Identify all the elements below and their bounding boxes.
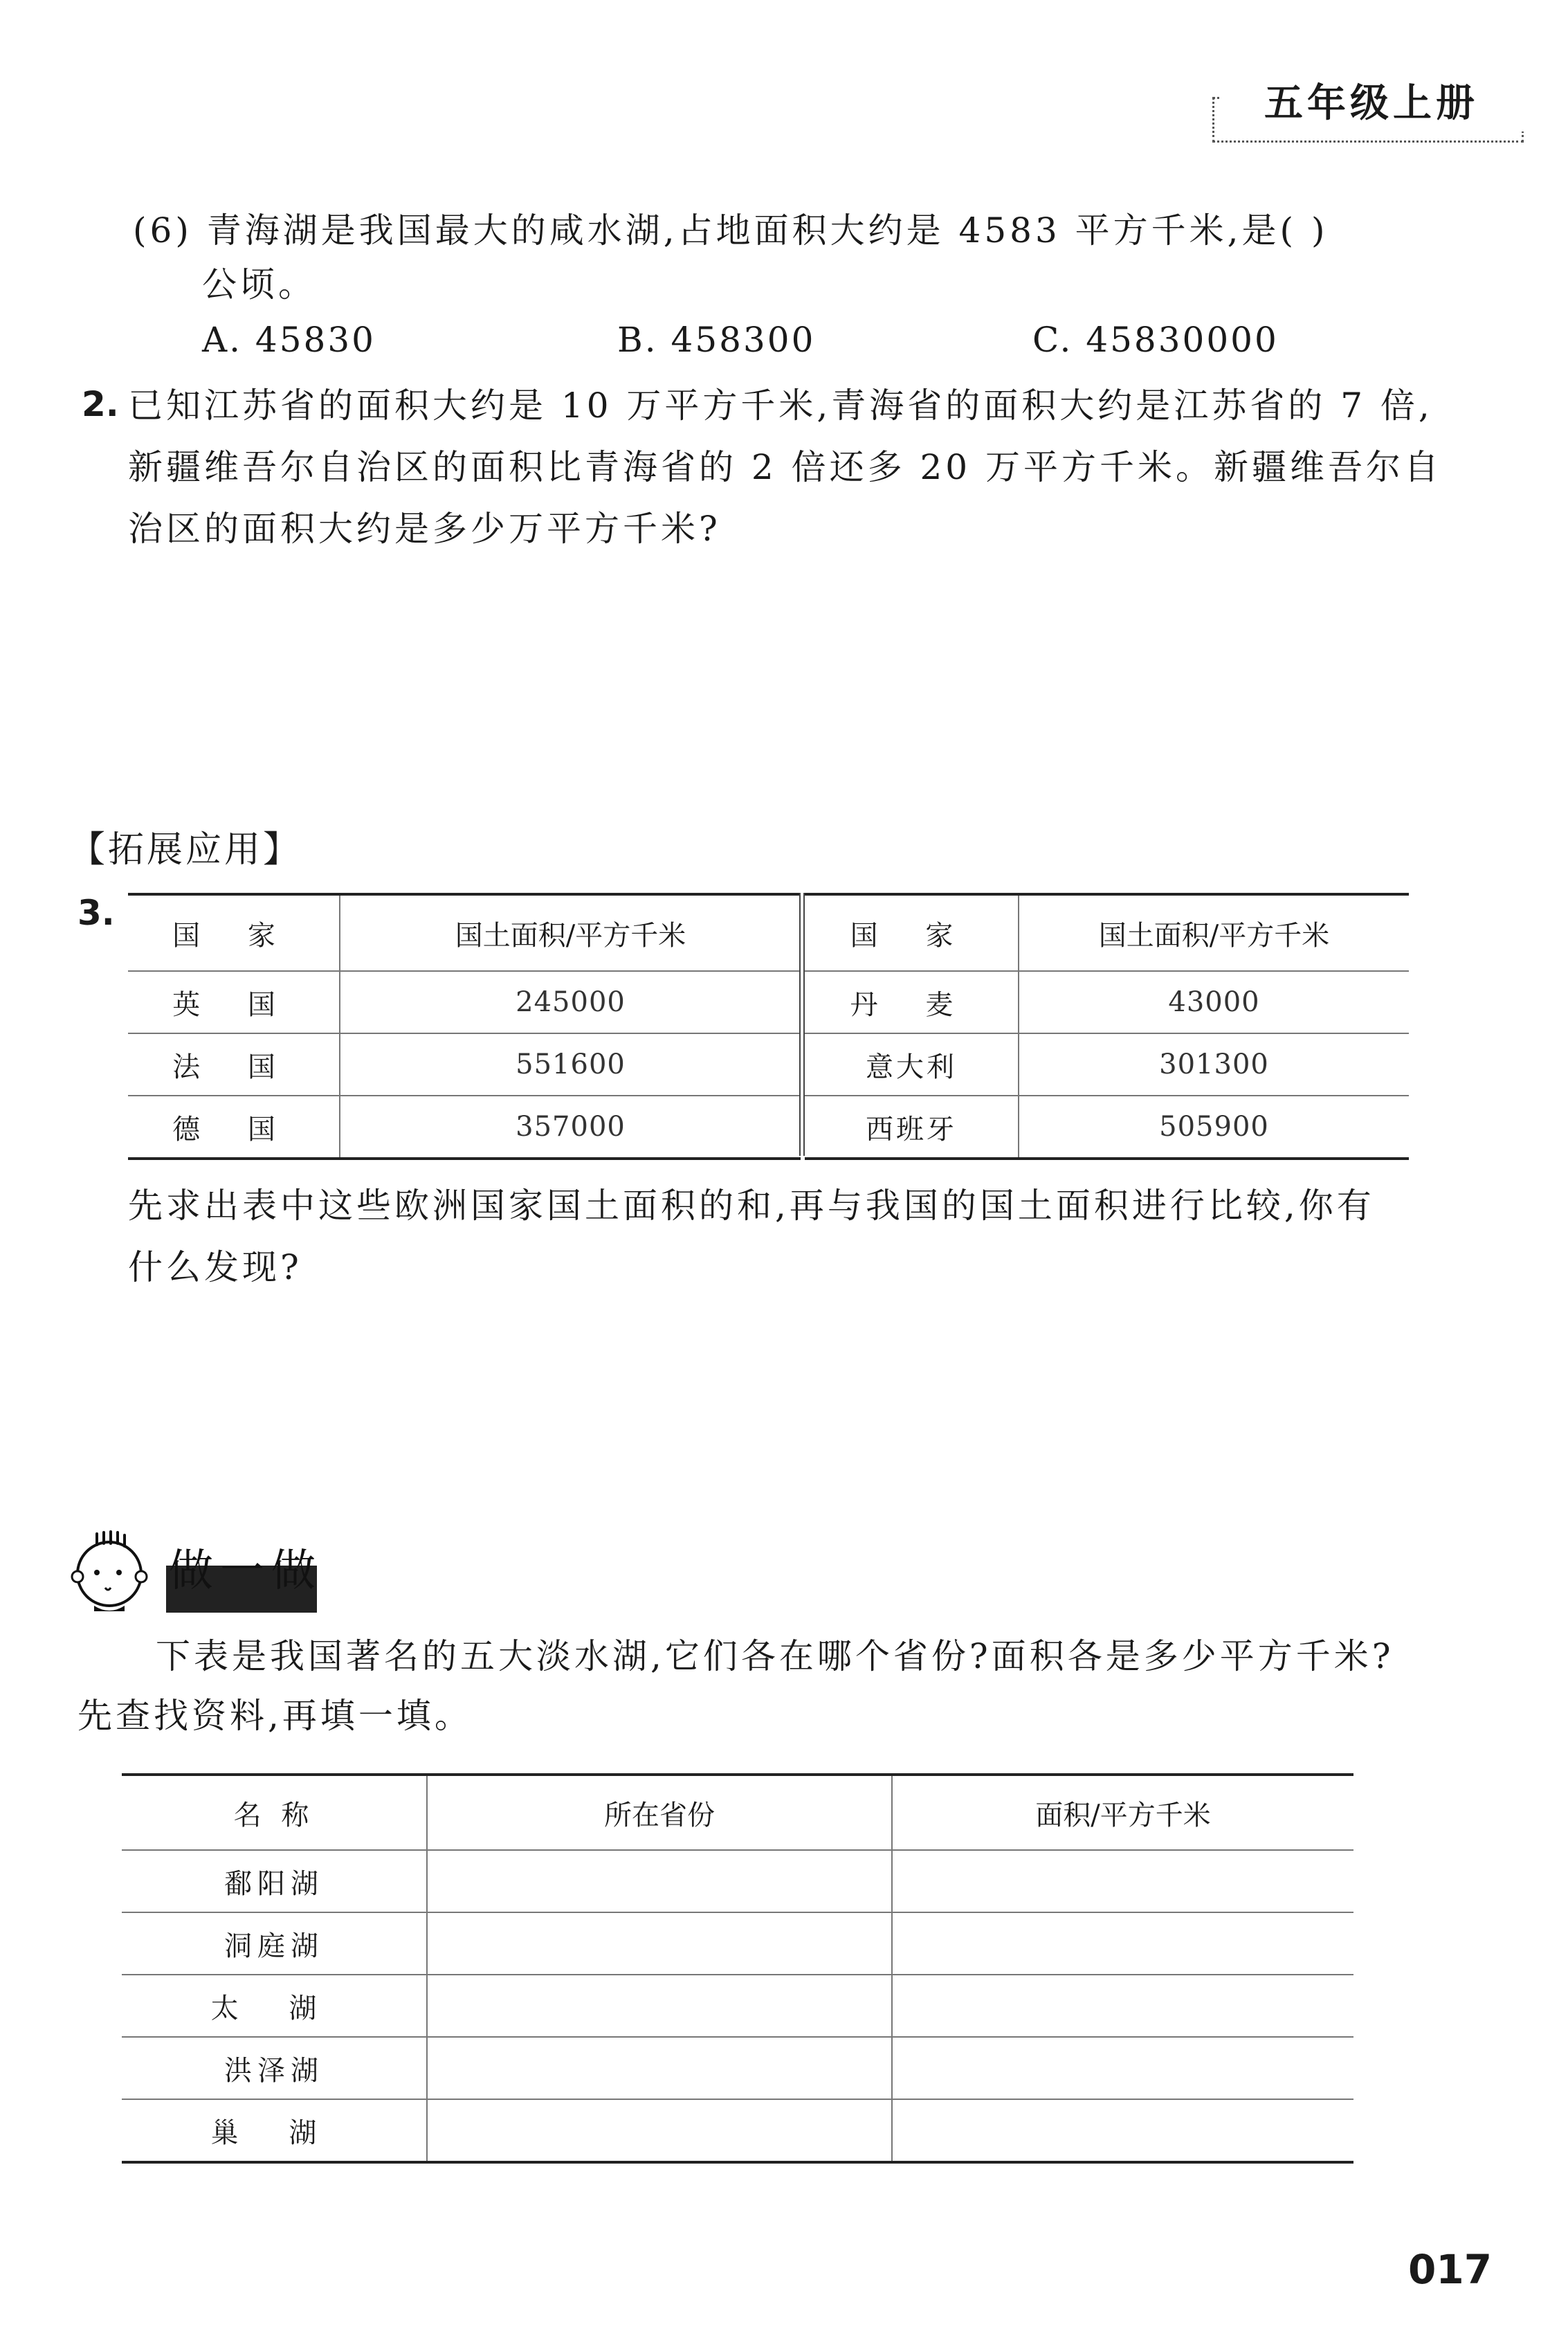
country-area: 505900 xyxy=(1159,1111,1269,1143)
table-row xyxy=(128,1096,801,1159)
table-header-area: 国土面积/平方千米 xyxy=(1019,894,1409,971)
lake-name: 鄱阳湖 xyxy=(122,1850,427,1912)
q3-text-line-1: 先求出表中这些欧洲国家国土面积的和,再与我国的国土面积进行比较,你有 xyxy=(128,1186,1375,1226)
table-row xyxy=(805,971,1409,1033)
table-row xyxy=(128,1033,801,1096)
q2-text-line-1: 已知江苏省的面积大约是 10 万平方千米,青海省的面积大约是江苏省的 7 倍, xyxy=(128,386,1433,426)
q6-question-line-1: (6) 青海湖是我国最大的咸水湖,占地面积大约是 4583 平方千米,是( ) xyxy=(133,210,1329,251)
lake-province-cell[interactable] xyxy=(427,2037,892,2099)
q2-text-line-2: 新疆维吾尔自治区的面积比青海省的 2 倍还多 20 万平方千米。新疆维吾尔自 xyxy=(128,447,1443,487)
cartoon-face-icon xyxy=(69,1530,152,1613)
q3-text-line-2: 什么发现? xyxy=(128,1247,302,1287)
lake-name: 太 湖 xyxy=(122,1975,427,2037)
country-name: 德 国 xyxy=(128,1096,340,1159)
lake-table xyxy=(122,1773,1353,2164)
book-grade-title: 五年级上册 xyxy=(1219,76,1524,132)
table-row xyxy=(122,2099,1353,2162)
lake-header-area: 面积/平方千米 xyxy=(892,1775,1353,1850)
lake-province-cell[interactable] xyxy=(427,2099,892,2162)
country-name: 法 国 xyxy=(128,1033,340,1096)
table-row xyxy=(122,2037,1353,2099)
country-area: 301300 xyxy=(1019,1033,1409,1096)
q6-option-a[interactable]: A. 45830 xyxy=(202,320,376,360)
page-number: 017 xyxy=(1408,2246,1493,2293)
table-row xyxy=(122,1912,1353,1975)
lake-name: 洞庭湖 xyxy=(122,1912,427,1975)
country-area-table-left xyxy=(128,893,801,1160)
lake-area-cell[interactable] xyxy=(892,2099,1353,2162)
q2-number: 2. xyxy=(82,384,119,424)
q2-text-line-3: 治区的面积大约是多少万平方千米? xyxy=(128,509,721,549)
q6-question-line-2: 公顷。 xyxy=(202,264,316,305)
lake-area-cell[interactable] xyxy=(892,1912,1353,1975)
country-area-table-right xyxy=(805,893,1409,1160)
table-row xyxy=(128,971,801,1033)
table-header-area: 国土面积/平方千米 xyxy=(340,894,801,971)
table-row xyxy=(122,1850,1353,1912)
country-area: 357000 xyxy=(516,1111,626,1143)
lake-name: 巢 湖 xyxy=(122,2099,427,2162)
lake-province-cell[interactable] xyxy=(427,1912,892,1975)
doit-text-line-2: 先查找资料,再填一填。 xyxy=(78,1696,473,1736)
lake-area-cell[interactable] xyxy=(892,1850,1353,1912)
doit-section-title: 做一做 xyxy=(169,1546,322,1597)
lake-name: 洪泽湖 xyxy=(122,2037,427,2099)
lake-area-cell[interactable] xyxy=(892,2037,1353,2099)
country-name: 意大利 xyxy=(805,1033,1019,1096)
q3-number: 3. xyxy=(78,893,115,933)
country-area: 43000 xyxy=(1019,971,1409,1033)
country-area: 551600 xyxy=(340,1033,801,1096)
country-name: 丹 麦 xyxy=(805,971,1019,1033)
country-area: 245000 xyxy=(340,971,801,1033)
q6-option-b[interactable]: B. 458300 xyxy=(617,320,816,360)
section-title-extension: 【拓展应用】 xyxy=(69,829,302,871)
table-header-country: 国 家 xyxy=(805,894,1019,971)
doit-text-line-1: 下表是我国著名的五大淡水湖,它们各在哪个省份?面积各是多少平方千米? xyxy=(156,1636,1394,1676)
q6-option-c[interactable]: C. 45830000 xyxy=(1032,320,1279,360)
table-header-country: 国 家 xyxy=(128,894,340,971)
lake-header-name: 名 称 xyxy=(122,1775,427,1850)
table-row xyxy=(122,1975,1353,2037)
lake-province-cell[interactable] xyxy=(427,1850,892,1912)
lake-header-province: 所在省份 xyxy=(427,1775,892,1850)
table-row xyxy=(805,1033,1409,1096)
lake-area-cell[interactable] xyxy=(892,1975,1353,2037)
country-name: 英 国 xyxy=(128,971,340,1033)
lake-province-cell[interactable] xyxy=(427,1975,892,2037)
table-double-divider xyxy=(799,893,805,1156)
table-row xyxy=(805,1096,1409,1159)
country-name: 西班牙 xyxy=(805,1096,1019,1159)
